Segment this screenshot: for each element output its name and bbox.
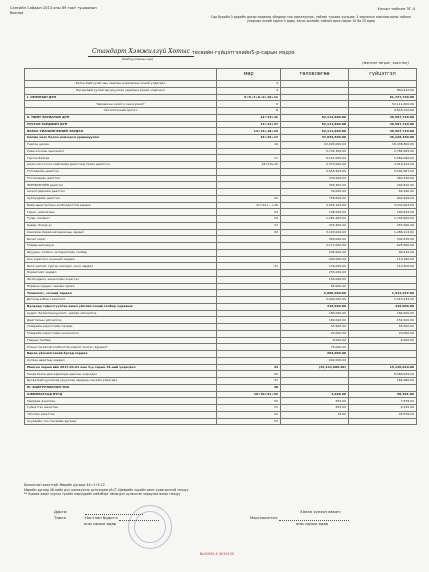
row-plan: 150,000.00 — [281, 276, 349, 283]
order-line-2: бизнаа — [10, 11, 24, 15]
row-actual: 199,814.00 — [349, 209, 417, 216]
row-code — [217, 276, 281, 283]
signature-block-right — [250, 509, 410, 527]
row-label: УРСГАЛ ЗАРДЛЫН ДҮН — [25, 121, 217, 128]
row-code — [217, 310, 281, 317]
row-label: ЭМНЭЛЭГИЙН даатгал — [25, 182, 217, 189]
table-row — [25, 81, 417, 88]
row-actual — [349, 276, 417, 283]
row-label: Тээвэр шатахуун — [25, 243, 217, 250]
row-plan: 233,000.00 — [281, 270, 349, 277]
row-actual: 1,513,232.00 — [349, 290, 417, 297]
row-label: Томилолт, зочний зардал — [25, 290, 217, 297]
row-plan — [281, 371, 349, 378]
row-code: 51 — [217, 405, 281, 412]
row-plan: 3,732,300.00 — [281, 148, 349, 155]
row-code: 20 — [217, 195, 281, 202]
table-row — [25, 378, 417, 385]
row-code — [217, 330, 281, 337]
row-plan — [281, 418, 349, 425]
row-label: Зүйлүүдийн даатгал — [25, 195, 217, 202]
row-label: Гүйцэтгэх ажилтан — [25, 405, 217, 412]
row-plan: 2,000,000.00 — [281, 290, 349, 297]
row-plan: 180,000.00 — [281, 317, 349, 324]
table-row — [25, 135, 417, 142]
row-plan: 18.00 — [281, 411, 349, 418]
form-code: Улсын тайлан ЗГ-4 — [377, 6, 415, 11]
row-actual: 363,330.00 — [349, 175, 417, 182]
director-label: Дарга: — [54, 509, 68, 514]
table-row — [25, 276, 417, 283]
row-label: Цалин хөлс болон нэмэгдэл урамшуулал — [25, 135, 217, 142]
row-code: 6 — [217, 101, 281, 108]
table-row — [25, 405, 417, 412]
table-row — [25, 398, 417, 405]
row-plan: 6,000.00 — [281, 337, 349, 344]
row-code — [217, 303, 281, 310]
row-plan — [281, 108, 349, 115]
row-plan — [281, 81, 349, 88]
row-actual: 45,878.00 — [349, 411, 417, 418]
row-actual — [349, 283, 417, 290]
row-actual: 55,500.00 — [349, 324, 417, 331]
row-label: Аудит, баталгаажуулалт, зөвлөх үйлчилгээ — [25, 310, 217, 317]
row-label: Ажил олгогчоос нийгмийн даатгалд төлөх шимтгэл — [25, 162, 217, 169]
row-actual: 46,597,710.00 — [349, 114, 417, 121]
table-row — [25, 317, 417, 324]
row-actual: 20,000.00 — [349, 330, 417, 337]
row-label: Үйлчилгээний орлого — [25, 108, 217, 115]
row-code: 47 — [217, 378, 281, 385]
row-code: 48 — [217, 384, 281, 391]
row-label: Улсын төсөвтэй холбоотой нэмэлт хэлтэс, буцаалт — [25, 344, 217, 351]
table-row — [25, 310, 417, 317]
row-code — [217, 256, 281, 263]
table-row — [25, 148, 417, 155]
row-label: Төвлөрсөн орлого санхүүжилт — [25, 101, 217, 108]
row-actual: 154,500.00 — [349, 317, 417, 324]
table-row — [25, 283, 417, 290]
order-reference — [10, 6, 150, 16]
row-plan — [281, 384, 349, 391]
footnote-1: Баланслан хаалттай: Мөрийн дугаар: 44=1+5-12 — [24, 483, 105, 487]
row-plan: 2,000,000.00 — [281, 297, 349, 304]
column-header-name — [25, 69, 217, 81]
row-code: 5=6+7+8+9+10+11 — [217, 94, 281, 101]
row-label: Бусад байгууллагад оруулсан зардлын эхний үлдэгдэл — [25, 87, 217, 94]
row-code: 12=13+41 — [217, 114, 281, 121]
table-row — [25, 195, 417, 202]
report-title: тесвийн гүйцэтгэлийн5-р-сарын мэдээ — [192, 50, 295, 56]
row-code: 13=14+37 — [217, 121, 281, 128]
row-plan — [281, 101, 349, 108]
row-plan: 202,000.00 — [281, 351, 349, 358]
table-row — [25, 411, 417, 418]
row-actual — [349, 418, 417, 425]
row-plan: 455.00 — [281, 405, 349, 412]
row-code — [217, 283, 281, 290]
row-plan: (52,111,600.00) — [281, 364, 349, 371]
row-label: Бичиг хэрэг — [25, 236, 217, 243]
row-plan: 180,000.00 — [281, 310, 349, 317]
row-actual: 58,301.00 — [349, 391, 417, 398]
row-label: Эм бэлдмэл, эмнэлгийн хэрэгсэл — [25, 276, 217, 283]
row-plan: 2,655,500.00 — [281, 168, 349, 175]
row-actual: 416,000.00 — [349, 303, 417, 310]
table-row — [25, 141, 417, 148]
table-row — [25, 108, 417, 115]
row-code: 17 — [217, 155, 281, 162]
row-plan: 3,052,100.00 — [281, 202, 349, 209]
column-header-actual: гүйцэтгэл — [349, 69, 417, 81]
row-code: 30 — [217, 229, 281, 236]
row-code: 31 — [217, 263, 281, 270]
row-plan: 52,111,600.00 — [281, 121, 349, 128]
row-plan: 37,934,500.00 — [281, 135, 349, 142]
table-row — [25, 182, 417, 189]
date-left: оны сарын өдөр — [84, 521, 117, 526]
row-code — [217, 357, 281, 364]
row-code — [217, 175, 281, 182]
row-code: 49=50+51+52 — [217, 391, 281, 398]
row-code — [217, 182, 281, 189]
row-plan: 55,500.00 — [281, 324, 349, 331]
table-row — [25, 303, 417, 310]
row-label: Хоз хэрэглэл, хүнсний зардал — [25, 256, 217, 263]
row-actual — [349, 81, 417, 88]
row-label: Бага үнэтэй, түргэн элэгдэх, хоол зардал — [25, 263, 217, 270]
row-actual: 61,727,720.00 — [349, 94, 417, 101]
row-actual: 649,458.00 — [349, 195, 417, 202]
row-code — [217, 249, 281, 256]
table-row — [25, 384, 417, 391]
row-plan — [281, 94, 349, 101]
row-actual: 164,980.00 — [349, 378, 417, 385]
row-code: 4 — [217, 87, 281, 94]
specialist-label: Мэргэжилтэн: — [250, 515, 279, 520]
table-row — [25, 162, 417, 169]
row-actual: 6,000.00 — [349, 337, 417, 344]
row-plan — [281, 378, 349, 385]
row-code: 45 — [217, 371, 281, 378]
table-row — [25, 155, 417, 162]
row-actual: 110,400.00 — [349, 263, 417, 270]
row-actual: 332,670.00 — [349, 236, 417, 243]
table-row — [25, 128, 417, 135]
row-code: 18=19+20 — [217, 162, 281, 169]
table-row — [25, 94, 417, 101]
row-label: Бараа үйлчилгээний бусад зардал — [25, 351, 217, 358]
row-label: Нормативт зардал — [25, 270, 217, 277]
row-actual — [349, 344, 417, 351]
row-label: I. ОРЛОГЫН ДҮН — [25, 94, 217, 101]
row-actual: 7,878.00 — [349, 398, 417, 405]
row-actual: 110,180.00 — [349, 256, 417, 263]
table-row — [25, 101, 417, 108]
row-label: Бусад байгууллагад оруулсан зардлын эцсийн үлдэгдэл — [25, 378, 217, 385]
column-header-plan: төловлөгөө — [281, 69, 349, 81]
row-plan: 472,400.00 — [281, 222, 349, 229]
row-plan: 4,373,000.00 — [281, 162, 349, 169]
row-plan: 2,177,000.00 — [281, 243, 349, 250]
row-plan: 6,107,000.00 — [281, 155, 349, 162]
table-row — [25, 290, 417, 297]
row-code — [217, 189, 281, 196]
row-label: АЖИЛЛАГСАД БҮГД — [25, 391, 217, 398]
row-code — [217, 148, 281, 155]
row-plan: 1,281,200.00 — [281, 216, 349, 223]
table-row — [25, 229, 417, 236]
table-row — [25, 357, 417, 364]
signature-block-left — [54, 509, 204, 527]
row-label: Шуудан, холбоо, интернэтийн төлбөр — [25, 249, 217, 256]
row-plan: 379,500.00 — [281, 175, 349, 182]
row-actual: 2,544,667.00 — [349, 168, 417, 175]
table-row — [25, 263, 417, 270]
table-row — [25, 330, 417, 337]
row-code — [217, 290, 281, 297]
row-label: Тэтгэмжийн даатгал — [25, 175, 217, 182]
table-row — [25, 222, 417, 229]
row-actual: 8,580,625.00 — [349, 371, 417, 378]
row-actual: 3,913,415.00 — [349, 162, 417, 169]
row-actual: 180,000.00 — [349, 310, 417, 317]
row-code: 50 — [217, 398, 281, 405]
row-actual — [349, 357, 417, 364]
row-actual: 625,560.00 — [349, 243, 417, 250]
table-row — [25, 243, 417, 250]
row-plan: 76,000.00 — [281, 189, 349, 196]
row-label: Удирдах ажилтан — [25, 398, 217, 405]
row-code: 52 — [217, 411, 281, 418]
row-plan: 22,093,000.00 — [281, 141, 349, 148]
row-plan — [281, 87, 349, 94]
row-plan: 198,500.00 — [281, 209, 349, 216]
row-code — [217, 236, 281, 243]
footnote-3: ** Хуваах ажил хүргэх тухайн мөрүүдийн нийлбэрт нэмэгдэл хүлээлгэн хариулах ажил тэнцүү — [24, 492, 181, 497]
row-code — [217, 297, 281, 304]
row-code: 8 — [217, 108, 281, 115]
table-row — [25, 175, 417, 182]
footnotes — [24, 483, 416, 497]
row-actual: 5,064,090.00 — [349, 155, 417, 162]
row-actual: 1,513,232.00 — [349, 297, 417, 304]
row-actual: 4,545.00 — [349, 405, 417, 412]
row-code: 23 — [217, 209, 281, 216]
row-label: Тэтгэврийн даатгал — [25, 168, 217, 175]
row-code: 44 — [217, 364, 281, 371]
table-row — [25, 202, 417, 209]
row-code — [217, 243, 281, 250]
row-code — [217, 324, 281, 331]
row-actual — [349, 270, 417, 277]
row-plan: 303,300.00 — [281, 182, 349, 189]
table-row — [25, 324, 417, 331]
row-code — [217, 270, 281, 277]
row-label: Бэлэн байгуулагчын хамтын алдагдлын эхний үлдэгдэл — [25, 81, 217, 88]
row-code — [217, 337, 281, 344]
row-label: Байр ашиглалтын холбогдолтой зардал — [25, 202, 217, 209]
row-label: Хүлээн авалтын зардал — [25, 357, 217, 364]
table-row — [25, 121, 417, 128]
row-label: Тээврийн хэрэгслийн оношлогоо — [25, 330, 217, 337]
row-plan: 83,000.00 — [281, 283, 349, 290]
row-plan: 176,000.00 — [281, 263, 349, 270]
table-row — [25, 236, 417, 243]
row-code: 3 — [217, 81, 281, 88]
table-row — [25, 87, 417, 94]
place-label: Тамга — [54, 515, 66, 520]
row-label: III. БАЙГУУЛЛАГЫН ТОО — [25, 384, 217, 391]
row-plan: 52,111,600.00 — [281, 114, 349, 121]
row-plan: 3,103,000.00 — [281, 229, 349, 236]
row-actual: 64,590.00 — [349, 189, 417, 196]
row-code: 15=16+17 — [217, 135, 281, 142]
table-row — [25, 418, 417, 425]
table-header — [25, 69, 417, 81]
row-plan: 316,900.00 — [281, 303, 349, 310]
row-plan: 295,000.00 — [281, 249, 349, 256]
row-plan: 20,000.00 — [281, 330, 349, 337]
table-row — [25, 216, 417, 223]
row-actual: 3,232,604.00 — [349, 202, 417, 209]
row-label: Дотоод албан томилолт — [25, 297, 217, 304]
row-actual: 2,784,565.00 — [349, 148, 417, 155]
row-plan: 200,000.00 — [281, 256, 349, 263]
accountant-label: Нягтлан бодогч: — [85, 515, 119, 520]
row-code — [217, 344, 281, 351]
row-label: Гэртээ байгаа — [25, 155, 217, 162]
row-label: Нормын хувцас, зөөлөн эдлэл — [25, 283, 217, 290]
row-label: Цэвэр, бохир ус — [25, 222, 217, 229]
row-label: Түлш, халаалт — [25, 216, 217, 223]
row-actual: 267,090.00 — [349, 222, 417, 229]
column-header-code: мөр — [217, 69, 281, 81]
organization-caption: (байгууллагын нэр) — [122, 57, 154, 61]
row-actual: 46,597,710.00 — [349, 128, 417, 135]
row-actual: 18,438,800.00 — [349, 141, 417, 148]
row-label: БАРАА ҮЙЛЧИЛГЭЭНИЙ ЗАРДАЛ — [25, 128, 217, 135]
row-label: Гэрэл, цахилгаан — [25, 209, 217, 216]
row-code: 16 — [217, 141, 281, 148]
row-actual: 1,286,112.00 — [349, 229, 417, 236]
stamp-serial: №00055 А 4019130 — [200, 552, 234, 556]
table-row — [25, 114, 417, 121]
row-label: Унаа хоолны хөнгөлөлт — [25, 148, 217, 155]
row-actual: 36,128,350.00 — [349, 135, 417, 142]
received-label: Хянан хүлээн авсан: — [300, 509, 341, 514]
table-row — [25, 249, 417, 256]
table-row — [25, 351, 417, 358]
row-label: Тээврийн хэрэгслийн татвар — [25, 324, 217, 331]
row-plan: 52,111,600.00 — [281, 128, 349, 135]
table-row — [25, 297, 417, 304]
row-actual: 52,111,600.00 — [349, 101, 417, 108]
table-row — [25, 344, 417, 351]
row-plan: 393,000.00 — [281, 236, 349, 243]
row-code: 24 — [217, 216, 281, 223]
row-actual: 9,616,120.00 — [349, 108, 417, 115]
row-label: Ажилгүйдлийн даатгал — [25, 189, 217, 196]
table-row — [25, 391, 417, 398]
row-label: Үйлчлэх ажилтан — [25, 411, 217, 418]
footnote-2: Мөрийн дугаар 46-нийн дүн шилжүүлэх дүнгээрээгүй (Т-4)мөрийн эцсийн хамт үлдэгдэлтэй тэнцүү — [24, 487, 189, 492]
row-label: Мөнгөн хөрөнгийн 2017-01-01 оны 5-р сарын 31-ний үлдэгдэл — [25, 364, 217, 371]
table-row — [25, 270, 417, 277]
units-note: (мянган төгрөг, зээл.нэг) — [362, 61, 409, 65]
row-plan: 758,500.00 — [281, 195, 349, 202]
row-code: 27 — [217, 222, 281, 229]
budget-table — [24, 68, 417, 425]
row-plan: 1,028.00 — [281, 391, 349, 398]
row-plan: 202,000.00 — [281, 357, 349, 364]
row-code — [217, 351, 281, 358]
row-actual: 850,432.00 — [349, 87, 417, 94]
row-actual — [349, 384, 417, 391]
table-body — [25, 81, 417, 425]
row-actual: 46,597,710.00 — [349, 121, 417, 128]
row-plan: 75,000.00 — [281, 344, 349, 351]
row-code: 21=22+...+36 — [217, 202, 281, 209]
table-row — [25, 189, 417, 196]
row-label: Үндсэн цалин — [25, 141, 217, 148]
row-actual: 290,810.00 — [349, 182, 417, 189]
table-row — [25, 371, 417, 378]
submission-note: Сар бүрийн 5 өдрийн дотор мэдээнд үйлдвэр гэж ажиллуулах, тайлан тушаах хугацаа: 1 зарлагын ажиллагааны тайлан улирлын эхний сарын 5 өдөр, хагас жилийн тайлан ирэх сарын 10 ба 25 өдөр — [211, 15, 411, 24]
organization-name: Стандарт Хэмжилзүй Хотыс — [88, 48, 194, 57]
row-plan: 555.00 — [281, 398, 349, 405]
row-code — [217, 317, 281, 324]
row-label: Даатгалын үйлчилгээ — [25, 317, 217, 324]
row-label: II. НИЙТ ЗАРЛАГЫН ДҮН — [25, 114, 217, 121]
row-label: Төсөв бэлэн даа харилцах дансны үлдэгдэл — [25, 371, 217, 378]
row-actual: 1,744,890.00 — [349, 216, 417, 223]
date-right: оны сарын өдөр — [296, 521, 329, 526]
table-row — [25, 168, 417, 175]
row-label: Хангамж бараа материалын зардал — [25, 229, 217, 236]
table-row — [25, 364, 417, 371]
table-row — [25, 209, 417, 216]
row-code: 14=15+18+22 — [217, 128, 281, 135]
row-actual: 96,432.00 — [349, 249, 417, 256]
order-line-1: Сангийн Сайдын 2013 оны 89 тоот тушаалын — [10, 6, 97, 10]
row-code — [217, 168, 281, 175]
table-row — [25, 337, 417, 344]
row-actual — [349, 351, 417, 358]
row-label: Бусдаар гүйцэтгүүлсэн ажил үйлчилгээний төлбөр хураамж — [25, 303, 217, 310]
row-label: Хүүхдийн тоо /төсвийн дугаар/ — [25, 418, 217, 425]
row-code: 53 — [217, 418, 281, 425]
row-actual: 15,130,010.00 — [349, 364, 417, 371]
row-label: Газрын төлбөр — [25, 337, 217, 344]
table-row — [25, 256, 417, 263]
